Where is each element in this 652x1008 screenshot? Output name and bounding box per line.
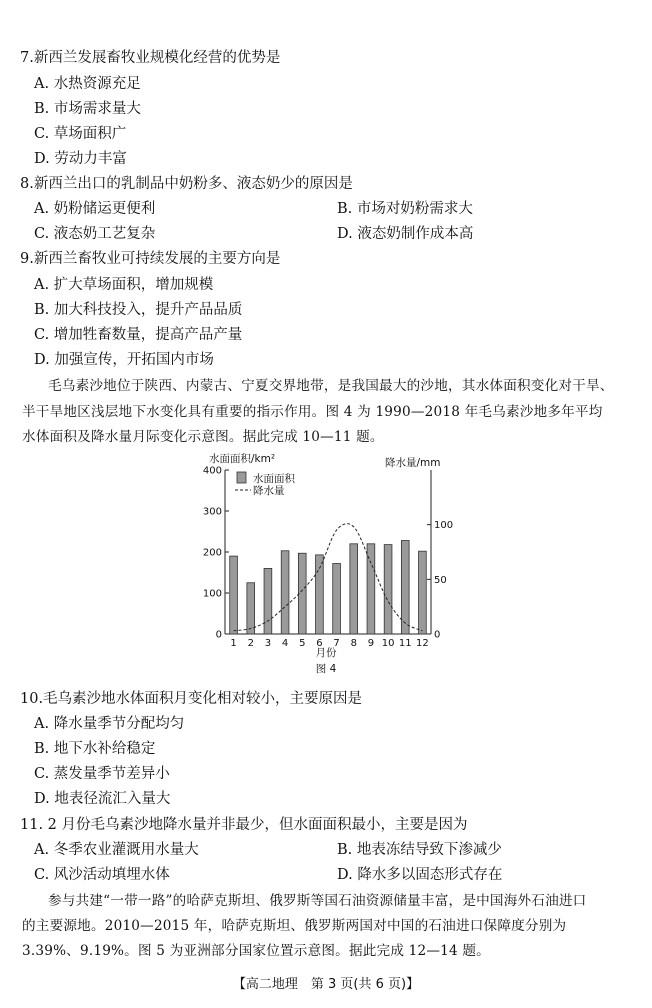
water-area-bar (316, 555, 324, 634)
question-10-option-a: A. 降水量季节分配均匀 (34, 716, 185, 732)
passage-1-line-1: 毛乌素沙地位于陕西、内蒙古、宁夏交界地带，是我国最大的沙地，其水体面积变化对干旱、 (48, 378, 614, 394)
water-area-bar (419, 551, 427, 634)
water-area-bar (333, 563, 341, 634)
water-area-bar (384, 545, 392, 634)
x-tick-label: 10 (381, 638, 395, 649)
question-11-option-d: D. 降水多以固态形式存在 (337, 867, 503, 883)
question-7-option-c: C. 草场面积广 (34, 126, 127, 142)
right-tick-label: 100 (434, 520, 454, 532)
left-tick-label: 300 (202, 506, 222, 518)
x-tick-label: 12 (416, 638, 429, 649)
figure-caption: 图 4 (315, 663, 337, 675)
question-9-option-d: D. 加强宣传，开拓国内市场 (34, 352, 214, 368)
x-tick-label: 8 (350, 638, 357, 649)
passage-2-line-3: 3.39%、9.19%。图 5 为亚洲部分国家位置示意图。据此完成 12—14 题。 (22, 943, 490, 959)
x-tick-label: 4 (281, 638, 289, 649)
passage-1-line-3: 水体面积及降水量月际变化示意图。据此完成 10—11 题。 (22, 429, 384, 445)
left-tick-label: 400 (202, 465, 222, 477)
left-axis-label: 水面面积/km² (209, 453, 276, 465)
right-tick-label: 0 (434, 629, 441, 641)
passage-2-line-1: 参与共建“一带一路”的哈萨克斯坦、俄罗斯等国石油资源储量丰富，是中国海外石油进口 (48, 893, 587, 909)
question-11-option-b: B. 地表冻结导致下渗减少 (337, 842, 502, 858)
precipitation-line (234, 524, 423, 631)
question-7-option-d: D. 劳动力丰富 (34, 151, 127, 167)
question-7-option-b: B. 市场需求量大 (34, 101, 141, 117)
water-area-bar (230, 556, 238, 634)
x-tick-label: 9 (367, 638, 375, 649)
question-8-option-b: B. 市场对奶粉需求大 (337, 201, 473, 217)
x-tick-label: 6 (316, 638, 323, 649)
question-7-stem: 7.新西兰发展畜牧业规模化经营的优势是 (20, 50, 281, 66)
right-tick-label: 50 (434, 574, 447, 586)
question-8-option-c: C. 液态奶工艺复杂 (34, 226, 156, 242)
question-11-stem: 11. 2 月份毛乌素沙地降水量并非最少，但水面面积最小，主要是因为 (20, 817, 468, 833)
question-11-option-c: C. 风沙活动填埋水体 (34, 867, 170, 883)
x-tick-label: 7 (333, 638, 340, 649)
x-tick-label: 2 (247, 638, 254, 649)
passage-2-line-2: 的主要源地。2010—2015 年，哈萨克斯坦、俄罗斯两国对中国的石油进口保障度分别为 (22, 918, 567, 934)
legend-line-label: 降水量 (253, 485, 285, 497)
left-tick-label: 200 (202, 547, 222, 559)
water-area-bar (281, 551, 289, 634)
question-10-option-b: B. 地下水补给稳定 (34, 741, 156, 757)
question-7-option-a: A. 水热资源充足 (34, 76, 141, 92)
water-area-bar (247, 583, 255, 634)
water-area-bar (401, 541, 409, 634)
water-area-bar (264, 568, 272, 634)
right-axis-label: 降水量/mm (385, 457, 441, 469)
x-tick-label: 11 (398, 638, 412, 649)
figure-4-chart (195, 448, 460, 680)
left-tick-label: 0 (215, 629, 222, 641)
passage-1-line-2: 半干旱地区浅层地下水变化具有重要的指示作用。图 4 为 1990—2018 年毛乌素沙地多年平均 (22, 404, 603, 420)
question-10-option-d: D. 地表径流汇入量大 (34, 791, 171, 807)
question-9-stem: 9.新西兰畜牧业可持续发展的主要方向是 (20, 251, 281, 267)
x-tick-label: 3 (264, 638, 272, 649)
question-8-option-d: D. 液态奶制作成本高 (337, 226, 474, 242)
x-axis-label: 月份 (315, 647, 337, 659)
question-10-option-c: C. 蒸发量季节差异小 (34, 766, 170, 782)
page-footer: 【高二地理 第 3 页(共 6 页)】 (232, 977, 420, 992)
question-9-option-c: C. 增加牲畜数量，提高产品产量 (34, 327, 243, 343)
question-10-stem: 10.毛乌素沙地水体面积月变化相对较小，主要原因是 (20, 691, 363, 707)
x-tick-label: 5 (299, 638, 306, 649)
question-8-stem: 8.新西兰出口的乳制品中奶粉多、液态奶少的原因是 (20, 176, 353, 192)
question-8-option-a: A. 奶粉储运更便利 (34, 201, 156, 217)
question-9-option-a: A. 扩大草场面积，增加规模 (34, 277, 214, 293)
x-tick-label: 1 (230, 638, 237, 649)
question-11-option-a: A. 冬季农业灌溉用水量大 (34, 842, 199, 858)
legend (235, 472, 295, 497)
legend-bar-label: 水面面积 (253, 473, 295, 485)
water-area-bar (350, 544, 358, 634)
legend-bar-swatch (237, 472, 246, 483)
question-9-option-b: B. 加大科技投入，提升产品品质 (34, 302, 243, 318)
water-area-bar (298, 553, 306, 634)
left-tick-label: 100 (202, 588, 222, 600)
